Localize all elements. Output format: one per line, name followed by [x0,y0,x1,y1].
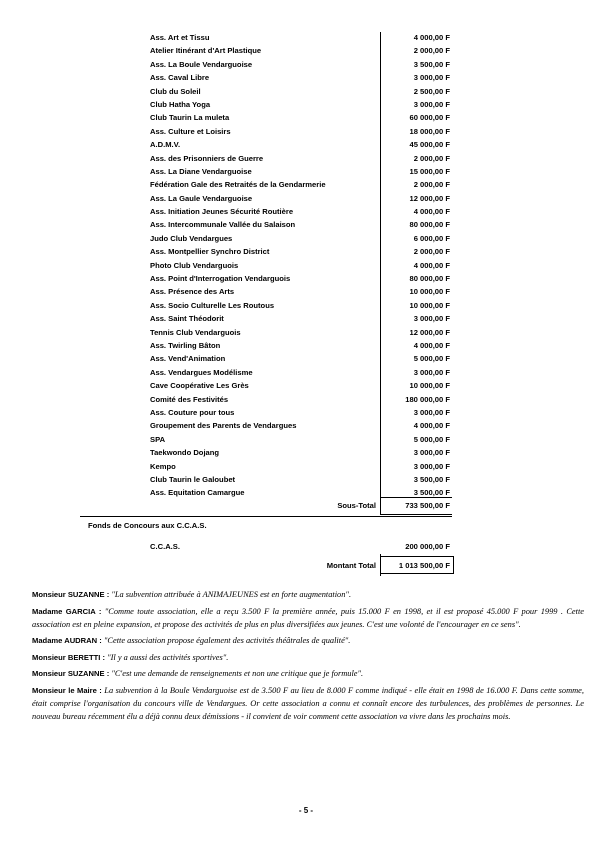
table-row [0,218,612,231]
association-amount: 6 000,00 F [413,233,450,243]
association-amount: 45 000,00 F [409,140,450,150]
table-row [0,125,612,138]
association-name: Ass. Culture et Loisirs [150,126,231,136]
speaker-separator: : [96,685,105,695]
table-row [0,192,612,205]
minutes-paragraph [32,667,584,680]
table-row [0,58,612,71]
table-row [0,299,612,312]
association-amount: 3 500,00 F [413,488,450,498]
statement-text: "La subvention attribuée à ANIMAJEUNES est en forte augmentation". [111,590,352,599]
table-row [0,326,612,339]
association-amount: 5 000,00 F [413,434,450,444]
association-amount: 10 000,00 F [409,287,450,297]
association-name: Tennis Club Vendarguois [150,327,241,337]
association-amount: 4 000,00 F [413,421,450,431]
association-amount: 2 000,00 F [413,153,450,163]
table-row [0,178,612,191]
association-amount: 80 000,00 F [409,220,450,230]
table-row [0,419,612,432]
association-amount: 2 000,00 F [413,247,450,257]
association-name: Photo Club Vendarguois [150,260,239,270]
speaker-separator: : [97,636,104,645]
association-amount: 12 000,00 F [409,193,450,203]
total-amount: 1 013 500,00 F [398,561,450,570]
statement-text: "Cette association propose également des activités théâtrales de qualité". [103,636,351,645]
subtotal-box-top [380,514,452,515]
table-row [0,165,612,178]
association-amount: 3 000,00 F [413,448,450,458]
association-amount: 4 000,00 F [413,207,450,217]
table-row [0,406,612,419]
association-amount: 180 000,00 F [405,394,450,404]
association-amount: 3 000,00 F [413,367,450,377]
speaker-name: Monsieur SUZANNE [32,590,105,599]
total-label: Montant Total [326,561,376,570]
association-amount: 80 000,00 F [409,274,450,284]
table-row [0,259,612,272]
statement-text: "Comme toute association, elle a reçu 3.500 F la première année, puis 15.000 F en 1998, et il est proposé 45.000 F pour 1999 . Cette association est en pleine expansion, et propose des activités de plus en plus diversifiées aux jeunes. C'est une volonté de l'encourager en ce sens". [32,606,584,629]
association-name: Ass. Art et Tissu [150,33,210,42]
speaker-name: Monsieur BERETTI [32,652,101,662]
speaker-name: Madame AUDRAN [32,636,98,645]
association-amount: 15 000,00 F [409,166,450,176]
association-amount: 10 000,00 F [409,300,450,310]
association-name: Club du Soleil [150,86,201,96]
minutes-paragraph [32,588,584,601]
speaker-separator: : [100,652,108,662]
association-name: Ass. Point d'Interrogation Vendarguois [150,274,291,284]
association-name: Comité des Festivités [150,394,229,404]
association-name: Atelier Itinérant d'Art Plastique [150,46,262,56]
association-name: Ass. des Prisonniers de Guerre [150,153,264,163]
association-amount: 2 000,00 F [413,46,450,56]
table-row [0,111,612,124]
table-row [0,379,612,392]
association-amount: 10 000,00 F [409,381,450,391]
ccas-amount: 200 000,00 F [405,542,450,551]
association-name: Ass. Couture pour tous [150,407,235,417]
section-rule [80,516,452,517]
table-row [0,98,612,111]
association-name: Kempo [150,461,176,471]
table-row [0,352,612,365]
association-name: Club Taurin le Galoubet [150,474,236,484]
association-name: Club Taurin La muleta [150,113,230,123]
statement-text: La subvention à la Boule Vendarguoise est de 3.500 F au lieu de 8.000 F comme indiqué - elle était en 1998 de 16.000 F. Dans cette somme, était comprise l'organisation du concours ville de Vendargues. Or cette association a connu et connaît encore des turbulences, des problèmes de personnes. Le nouveau bureau récemment élu a déjà connu deux démissions - il convient de voir comment cette association va vivre dans les prochains mois. [32,685,584,721]
association-name: Ass. Equitation Camargue [150,488,245,498]
minutes-paragraph [32,684,584,723]
association-amount: 2 000,00 F [413,180,450,190]
association-amount: 3 000,00 F [413,73,450,83]
association-name: Ass. Socio Culturelle Les Routous [150,300,275,310]
association-name: Ass. La Gaule Vendarguoise [150,193,253,203]
meeting-minutes [32,588,584,726]
association-name: Fédération Gale des Retraités de la Gendarmerie [150,180,326,190]
association-name: Ass. Initiation Jeunes Sécurité Routière [150,207,294,217]
fonds-heading: Fonds de Concours aux C.C.A.S. [88,521,207,530]
table-row [0,393,612,406]
table-row [0,272,612,285]
speaker-name: Monsieur le Maire [32,685,97,695]
association-name: Ass. La Diane Vendarguoise [150,166,252,176]
association-amount: 5 000,00 F [413,354,450,364]
table-row [0,446,612,459]
subtotal-amount: 733 500,00 F [405,501,450,510]
speaker-separator: : [104,590,112,599]
association-name: Ass. Vendargues Modélisme [150,367,253,377]
association-name: Taekwondo Dojang [150,448,220,458]
table-row [0,31,612,44]
table-row [0,71,612,84]
association-name: Judo Club Vendargues [150,233,233,243]
association-amount: 3 500,00 F [413,59,450,69]
association-name: Ass. Vend'Animation [150,354,226,364]
table-row [0,205,612,218]
associations-table [0,31,612,500]
ccas-label: C.C.A.S. [150,542,180,551]
speaker-separator: : [104,669,112,678]
table-row [0,486,612,499]
association-name: Ass. Saint Théodorit [150,314,224,324]
association-amount: 18 000,00 F [409,126,450,136]
page-number: - 5 - [298,806,314,815]
association-name: Ass. Twirling Bâton [150,340,221,350]
association-amount: 3 000,00 F [413,99,450,109]
table-row [0,312,612,325]
association-name: Ass. Présence des Arts [150,287,235,297]
table-row [0,138,612,151]
table-row [0,366,612,379]
association-amount: 2 500,00 F [413,86,450,96]
minutes-paragraph [32,605,584,631]
table-row [0,285,612,298]
statement-text: "C'est une demande de renseignements et non une critique que je formule". [111,669,364,678]
association-amount: 3 500,00 F [413,474,450,484]
table-row [0,460,612,473]
speaker-separator: : [95,606,105,616]
association-amount: 4 000,00 F [413,340,450,350]
association-name: SPA [150,434,166,444]
table-row [0,245,612,258]
statement-text: "Il y a aussi des activités sportives". [107,652,229,662]
speaker-name: Monsieur SUZANNE [32,669,105,678]
table-row [0,339,612,352]
association-name: Ass. Intercommunale Vallée du Salaison [150,220,296,230]
association-amount: 3 000,00 F [413,461,450,471]
table-row [0,433,612,446]
association-amount: 4 000,00 F [413,33,450,42]
association-amount: 12 000,00 F [409,327,450,337]
association-amount: 3 000,00 F [413,314,450,324]
table-row [0,232,612,245]
table-row [0,473,612,486]
minutes-paragraph [32,651,584,664]
speaker-name: Madame GARCIA [32,606,96,616]
association-amount: 4 000,00 F [413,260,450,270]
association-name: Ass. Caval Libre [150,73,210,83]
association-name: Ass. La Boule Vendarguoise [150,59,253,69]
association-amount: 3 000,00 F [413,407,450,417]
association-name: A.D.M.V. [150,140,181,150]
table-row [0,44,612,57]
table-row [0,85,612,98]
minutes-paragraph [32,634,584,647]
association-amount: 60 000,00 F [409,113,450,123]
subtotal-label: Sous-Total [337,501,376,510]
association-name: Cave Coopérative Les Grès [150,381,249,391]
table-row [0,152,612,165]
association-name: Groupement des Parents de Vendargues [150,421,297,431]
association-name: Ass. Montpellier Synchro District [150,247,270,257]
association-name: Club Hatha Yoga [150,99,211,109]
